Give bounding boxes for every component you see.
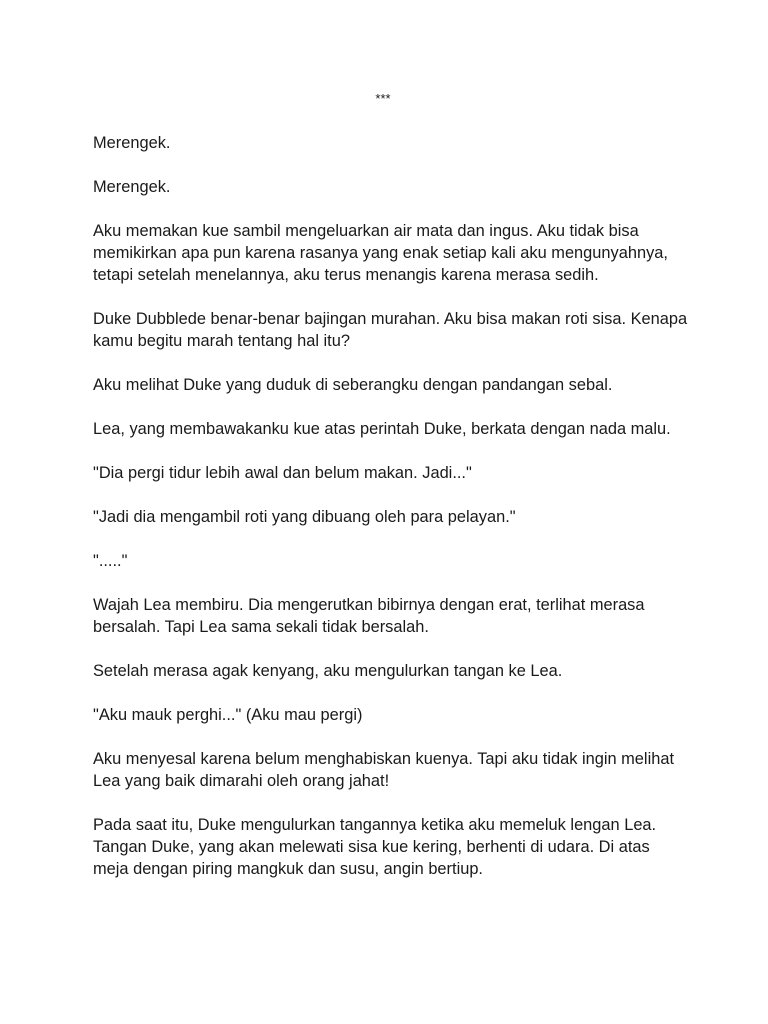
document-page bbox=[93, 88, 688, 902]
paragraph: "Aku mauk perghi..." (Aku mau pergi) bbox=[93, 706, 363, 724]
paragraph: Merengek. bbox=[93, 178, 171, 196]
paragraph: Setelah merasa agak kenyang, aku mengulurkan tangan ke Lea. bbox=[93, 662, 563, 680]
paragraph: "....." bbox=[93, 552, 128, 570]
paragraph: Aku menyesal karena belum menghabiskan kuenya. Tapi aku tidak ingin melihat Lea yang baik dimarahi oleh orang jahat! bbox=[93, 750, 674, 790]
paragraph: Pada saat itu, Duke mengulurkan tangannya ketika aku memeluk lengan Lea. Tangan Duke, yang akan melewati sisa kue kering, berhenti di udara. Di atas meja dengan piring mangkuk dan susu, angin bertiup. bbox=[93, 816, 657, 878]
paragraph: "Jadi dia mengambil roti yang dibuang oleh para pelayan." bbox=[93, 508, 516, 526]
paragraph: Aku melihat Duke yang duduk di seberangku dengan pandangan sebal. bbox=[93, 376, 613, 394]
paragraph: Wajah Lea membiru. Dia mengerutkan bibirnya dengan erat, terlihat merasa bersalah. Tapi Lea sama sekali tidak bersalah. bbox=[93, 596, 645, 636]
paragraph: Aku memakan kue sambil mengeluarkan air mata dan ingus. Aku tidak bisa memikirkan apa pun karena rasanya yang enak setiap kali aku mengunyahnya, tetapi setelah menelannya, aku terus menangis karena merasa sedih. bbox=[93, 222, 668, 284]
paragraph: "Dia pergi tidur lebih awal dan belum makan. Jadi..." bbox=[93, 464, 472, 482]
paragraph: Merengek. bbox=[93, 134, 171, 152]
section-separator: *** bbox=[375, 91, 391, 106]
paragraph: Lea, yang membawakanku kue atas perintah Duke, berkata dengan nada malu. bbox=[93, 420, 671, 438]
paragraph: Duke Dubblede benar-benar bajingan murahan. Aku bisa makan roti sisa. Kenapa kamu begitu marah tentang hal itu? bbox=[93, 310, 688, 350]
